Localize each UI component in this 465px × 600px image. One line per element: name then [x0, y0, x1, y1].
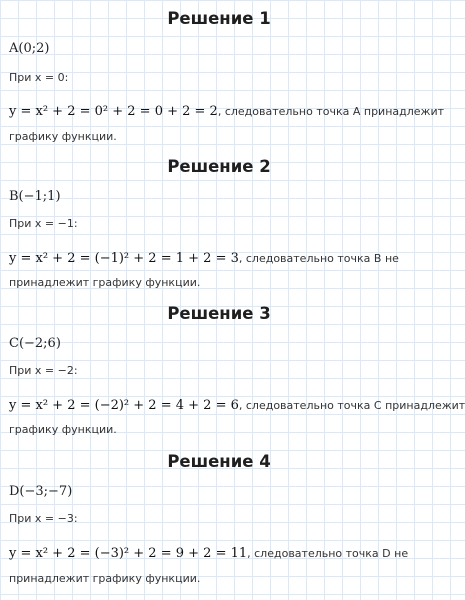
solution-2	[0, 156, 438, 289]
equation-line	[9, 398, 465, 413]
condition-text: При x = −2:	[9, 364, 78, 377]
solution-heading: Решение 1	[167, 9, 271, 28]
conclusion-text: , следовательно точка A принадлежит	[217, 105, 444, 118]
solution-3	[0, 303, 465, 436]
solution-heading: Решение 2	[167, 157, 271, 176]
conclusion-text: , следовательно точка B не	[238, 252, 399, 265]
conclusion-text: , следовательно точка C принадлежит	[238, 399, 465, 412]
conclusion-continuation: графику функции.	[9, 130, 117, 143]
solution-heading: Решение 4	[167, 452, 271, 471]
solution-4	[0, 451, 438, 585]
equation: y = x² + 2 = 0² + 2 = 0 + 2 = 2	[9, 104, 218, 119]
equation-line	[9, 251, 399, 266]
conclusion-continuation: графику функции.	[9, 423, 117, 436]
equation: y = x² + 2 = (−2)² + 2 = 4 + 2 = 6	[9, 398, 239, 413]
condition-text: При x = −1:	[9, 217, 78, 230]
equation-line	[9, 104, 444, 119]
conclusion-continuation: принадлежит графику функции.	[9, 572, 201, 585]
point-label: A(0;2)	[9, 41, 50, 56]
solution-1	[0, 8, 444, 143]
equation-line	[9, 546, 408, 561]
solution-heading: Решение 3	[167, 304, 271, 323]
equation: y = x² + 2 = (−3)² + 2 = 9 + 2 = 11	[9, 546, 248, 561]
conclusion-text: , следовательно точка D не	[247, 547, 409, 560]
conclusion-continuation: принадлежит графику функции.	[9, 276, 201, 289]
equation: y = x² + 2 = (−1)² + 2 = 1 + 2 = 3	[9, 251, 239, 266]
point-label: B(−1;1)	[9, 189, 61, 204]
point-label: C(−2;6)	[9, 336, 61, 351]
point-label: D(−3;−7)	[9, 484, 73, 499]
condition-text: При x = 0:	[9, 71, 69, 84]
condition-text: При x = −3:	[9, 512, 78, 525]
